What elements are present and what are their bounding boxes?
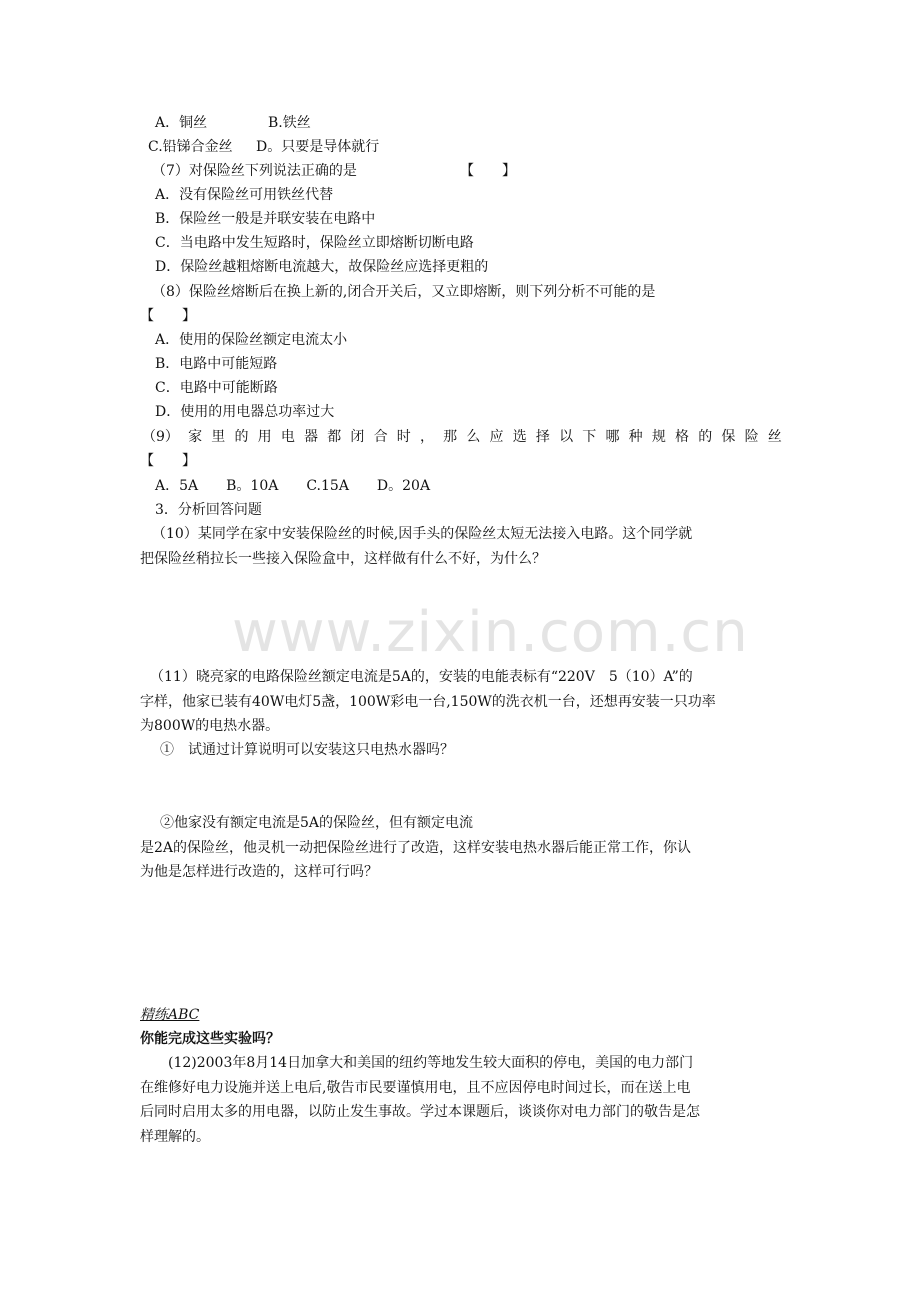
section-heading: 你能完成这些实验吗？ (140, 1031, 280, 1047)
q9-char: 电 (280, 429, 295, 445)
q12-line2: 在维修好电力设施并送上电后,敬告市民要谨慎用电，且不应因停电时间过长，而在送上电 (140, 1080, 691, 1096)
q9-char: 下 (582, 429, 597, 445)
q6-option-d: D。只要是导体就行 (256, 139, 380, 155)
q7-option-a: A．没有保险丝可用铁丝代替 (155, 187, 334, 203)
q9-char: 里 (211, 429, 226, 445)
q12-line3: 后同时启用太多的用电器，以防止发生事故。学过本课题后，谈谈你对电力部门的敬告是怎 (140, 1104, 700, 1120)
q9-char: 择 (535, 429, 550, 445)
q6-option-b: B.铁丝 (268, 115, 311, 131)
q9-char: （9） (142, 429, 179, 445)
q7-stem: （7）对保险丝下列说法正确的是 (152, 163, 357, 179)
q9-char: 保 (721, 429, 736, 445)
q8-option-b: B．电路中可能短路 (155, 356, 278, 372)
q9-char: 格 (675, 429, 690, 445)
q9-char: 哪 (605, 429, 620, 445)
q8-bracket: 【 】 (140, 308, 196, 324)
q10-line2: 把保险丝稍拉长一些接入保险盒中，这样做有什么不好，为什么？ (140, 551, 546, 567)
q12-line4: 样理解的。 (140, 1129, 210, 1145)
part3-heading: 3．分析回答问题 (155, 502, 262, 518)
q7-option-d: D．保险丝越粗熔断电流越大，故保险丝应选择更粗的 (155, 259, 489, 275)
q9-options: A．5A B。10A C.15A D。20A (155, 478, 431, 494)
q9-char: 那 (443, 429, 458, 445)
q6-option-a: A．铜丝 (155, 115, 208, 131)
q9-char: ， (419, 429, 434, 445)
q11-line1: （11）晓亮家的电路保险丝额定电流是5A的，安装的电能表标有“220V 5（10）A”的 (150, 669, 693, 685)
q7-option-b: B．保险丝一般是并联安装在电路中 (155, 211, 376, 227)
q7-option-c: C．当电路中发生短路时，保险丝立即熔断切断电路 (155, 235, 474, 251)
q9-char: 的 (698, 429, 713, 445)
q8-option-a: A．使用的保险丝额定电流太小 (155, 332, 348, 348)
q8-stem: （8）保险丝熔断后在换上新的,闭合开关后，又立即熔断，则下列分析不可能的是 (152, 284, 656, 300)
section-title: 精练ABC (140, 1007, 200, 1023)
q9-bracket: 【 】 (140, 453, 196, 469)
q12-line1: (12)2003年8月14日加拿大和美国的纽约等地发生较大面积的停电，美国的电力部门 (168, 1055, 694, 1071)
q11-sub2-line2: 是2A的保险丝，他灵机一动把保险丝进行了改造，这样安装电热水器后能正常工作，你认 (140, 840, 692, 856)
q9-char: 合 (373, 429, 388, 445)
q9-char: 时 (396, 429, 411, 445)
q7-bracket: 【 】 (460, 163, 516, 179)
q9-char: 么 (466, 429, 481, 445)
q9-char: 应 (489, 429, 504, 445)
q11-line2: 字样，他家已装有40W电灯5盏，100W彩电一台,150W的洗衣机一台，还想再安装一只功率 (140, 694, 716, 710)
q9-stem (142, 427, 782, 447)
q9-char: 规 (651, 429, 666, 445)
q9-char: 都 (327, 429, 342, 445)
q9-char: 种 (628, 429, 643, 445)
q11-sub1: ① 试通过计算说明可以安装这只电热水器吗？ (160, 742, 454, 758)
q9-char: 的 (234, 429, 249, 445)
q9-char: 家 (188, 429, 203, 445)
q9-char: 器 (304, 429, 319, 445)
q11-sub2-line3: 为他是怎样进行改造的，这样可行吗？ (140, 864, 378, 880)
q9-char: 用 (257, 429, 272, 445)
q8-option-d: D．使用的用电器总功率过大 (155, 404, 335, 420)
q11-line3: 为800W的电热水器。 (140, 718, 280, 734)
q10-line1: （10）某同学在家中安装保险丝的时候,因手头的保险丝太短无法接入电路。这个同学就 (152, 526, 693, 542)
q9-char: 险 (744, 429, 759, 445)
q6-option-c: C.铅锑合金丝 (148, 139, 233, 155)
q9-char: 以 (559, 429, 574, 445)
q9-char: 选 (512, 429, 527, 445)
watermark: www.zixin.com.cn (232, 600, 749, 665)
q9-char: 闭 (350, 429, 365, 445)
q11-sub2-line1: ②他家没有额定电流是5A的保险丝，但有额定电流 (160, 815, 474, 831)
q8-option-c: C．电路中可能断路 (155, 380, 278, 396)
q9-char: 丝 (767, 429, 782, 445)
